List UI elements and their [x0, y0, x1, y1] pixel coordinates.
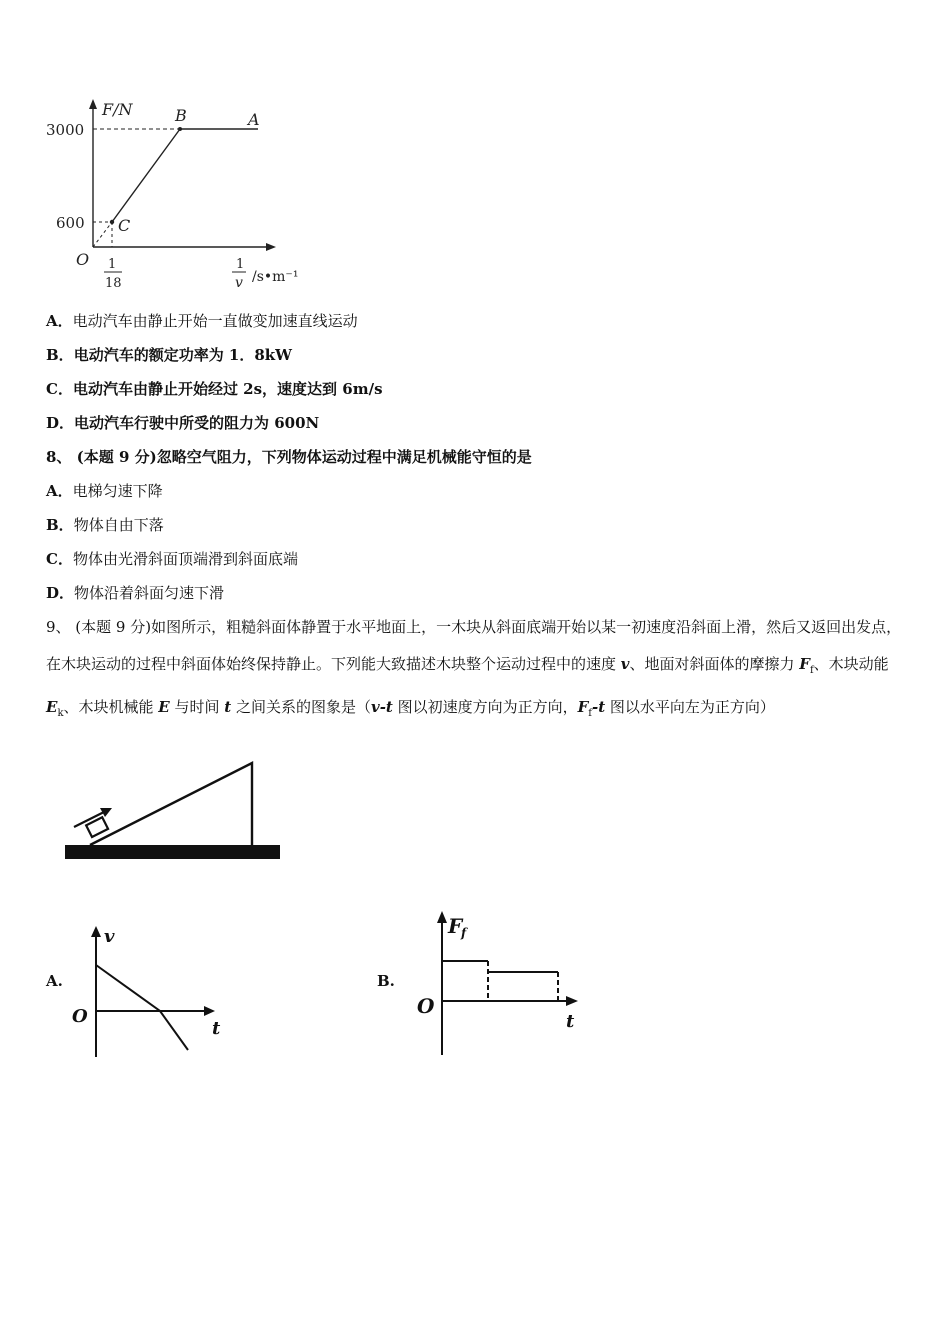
point-b-label: B — [175, 106, 187, 125]
q7-option-c-text: 电动汽车由静止开始经过 2s，速度达到 6m/s — [72, 380, 383, 398]
graph-b-y-label: F — [448, 914, 463, 938]
origin-label: O — [76, 250, 90, 269]
q8-option-a-letter: A． — [46, 482, 73, 500]
q9-var-fft-sub: f — [588, 708, 592, 719]
x-axis-unit: /s•m⁻¹ — [252, 269, 299, 285]
incline-figure — [60, 755, 290, 870]
graph-option-b — [412, 905, 592, 1060]
q7-option-b — [46, 345, 292, 365]
q8-option-a-text: 电梯匀速下降 — [72, 482, 163, 500]
x-axis-denominator: v — [235, 275, 243, 291]
q9-stem-part-8: 图以水平向左为正方向） — [605, 698, 775, 716]
q7-option-a-text: 电动汽车由静止开始一直做变加速直线运动 — [72, 312, 358, 330]
q8-option-c-letter: C． — [46, 550, 73, 568]
q8-option-d — [46, 583, 224, 603]
q7-option-a-letter: A． — [46, 312, 73, 330]
point-c-label: C — [118, 216, 131, 235]
q9-option-a-label: A. — [46, 972, 63, 990]
q8-option-c — [46, 549, 298, 569]
q9-var-fft: F — [577, 698, 589, 716]
q8-option-d-letter: D． — [46, 584, 75, 602]
q7-option-b-text: 电动汽车的额定功率为 1．8kW — [73, 346, 293, 364]
q9-var-e: E — [158, 698, 170, 716]
q8-option-c-text: 物体由光滑斜面顶端滑到斜面底端 — [72, 550, 298, 568]
q7-option-d-text: 电动汽车行驶中所受的阻力为 600N — [74, 414, 320, 432]
graph-a-y-label: v — [104, 926, 115, 947]
q9-stem-part-7: 图以初速度方向为正方向， — [392, 698, 578, 716]
q9-option-b-label: B. — [377, 972, 395, 990]
x-axis-arrow — [266, 243, 276, 251]
graph-b-y-label-sub: f — [461, 926, 467, 940]
line-cb — [112, 129, 180, 222]
q8-option-b-text: 物体自由下落 — [73, 516, 164, 534]
q9-var-v: v — [620, 655, 630, 673]
graph-a-x-label: t — [212, 1018, 221, 1039]
x-tick-numerator: 1 — [108, 257, 117, 272]
q7-option-a — [46, 311, 358, 331]
q9-stem — [46, 609, 908, 732]
point-c-dot — [110, 220, 114, 224]
q9-var-ff-sub: f — [809, 665, 814, 676]
q8-option-b-letter: B． — [46, 516, 74, 534]
graph-a-x-arrow — [204, 1006, 215, 1016]
graph-a-velocity-line — [96, 965, 188, 1050]
incline-body — [90, 763, 252, 845]
q8-option-b — [46, 515, 164, 535]
q7-option-b-letter: B． — [46, 346, 74, 364]
q9-stem-part-1: 9、 (本题 9 分)如图所示，粗糙斜面体静置于水平地面上，一木块从斜面底端开始以某一初速度沿斜面上滑，然后又返回出发点，在木块运动的过程中斜面体始终保持静止。下列能大致描述木块整个运动过程中的速度 — [46, 618, 902, 673]
graph-a-origin: O — [72, 1006, 88, 1027]
q7-option-c — [46, 379, 383, 399]
point-b-dot — [178, 127, 182, 131]
q9-var-fft-t: -t — [592, 698, 606, 716]
graph-b-origin: O — [417, 994, 435, 1018]
q7-option-d — [46, 413, 319, 433]
x-tick-denominator: 18 — [105, 276, 122, 291]
q9-var-t: t — [224, 698, 232, 716]
q9-stem-part-3: 、木块动能 — [813, 655, 889, 673]
q9-stem-part-2: 、地面对斜面体的摩擦力 — [629, 655, 800, 673]
graph-b-x-arrow — [566, 996, 578, 1006]
ground — [65, 845, 280, 859]
graph-option-a — [68, 922, 238, 1062]
q9-var-vt: v-t — [370, 698, 393, 716]
x-axis-numerator: 1 — [236, 257, 245, 272]
q9-var-ek: E — [46, 698, 58, 716]
point-a-label: A — [248, 110, 260, 129]
q8-stem: 8、 (本题 9 分)忽略空气阻力，下列物体运动过程中满足机械能守恒的是 — [46, 448, 532, 466]
y-axis-arrow — [89, 99, 97, 109]
q9-var-ff: F — [799, 655, 810, 673]
y-axis-label: F/N — [102, 100, 133, 119]
guide-origin-c — [93, 222, 112, 247]
graph-b-y-arrow — [437, 911, 447, 923]
q7-option-d-letter: D． — [46, 414, 75, 432]
q7-option-c-letter: C． — [46, 380, 73, 398]
force-velocity-graph — [40, 95, 320, 295]
y-tick-600: 600 — [56, 214, 85, 232]
graph-a-y-arrow — [91, 926, 101, 937]
q9-stem-part-4: 、木块机械能 — [63, 698, 159, 716]
q9-stem-part-5: 与时间 — [169, 698, 225, 716]
graph-b-x-label: t — [566, 1011, 575, 1032]
q8-option-a — [46, 481, 163, 501]
q8-option-d-text: 物体沿着斜面匀速下滑 — [74, 584, 225, 602]
q9-var-ek-sub: k — [57, 708, 64, 719]
y-tick-3000: 3000 — [46, 121, 85, 139]
q9-stem-part-6: 之间关系的图象是（ — [231, 698, 371, 716]
